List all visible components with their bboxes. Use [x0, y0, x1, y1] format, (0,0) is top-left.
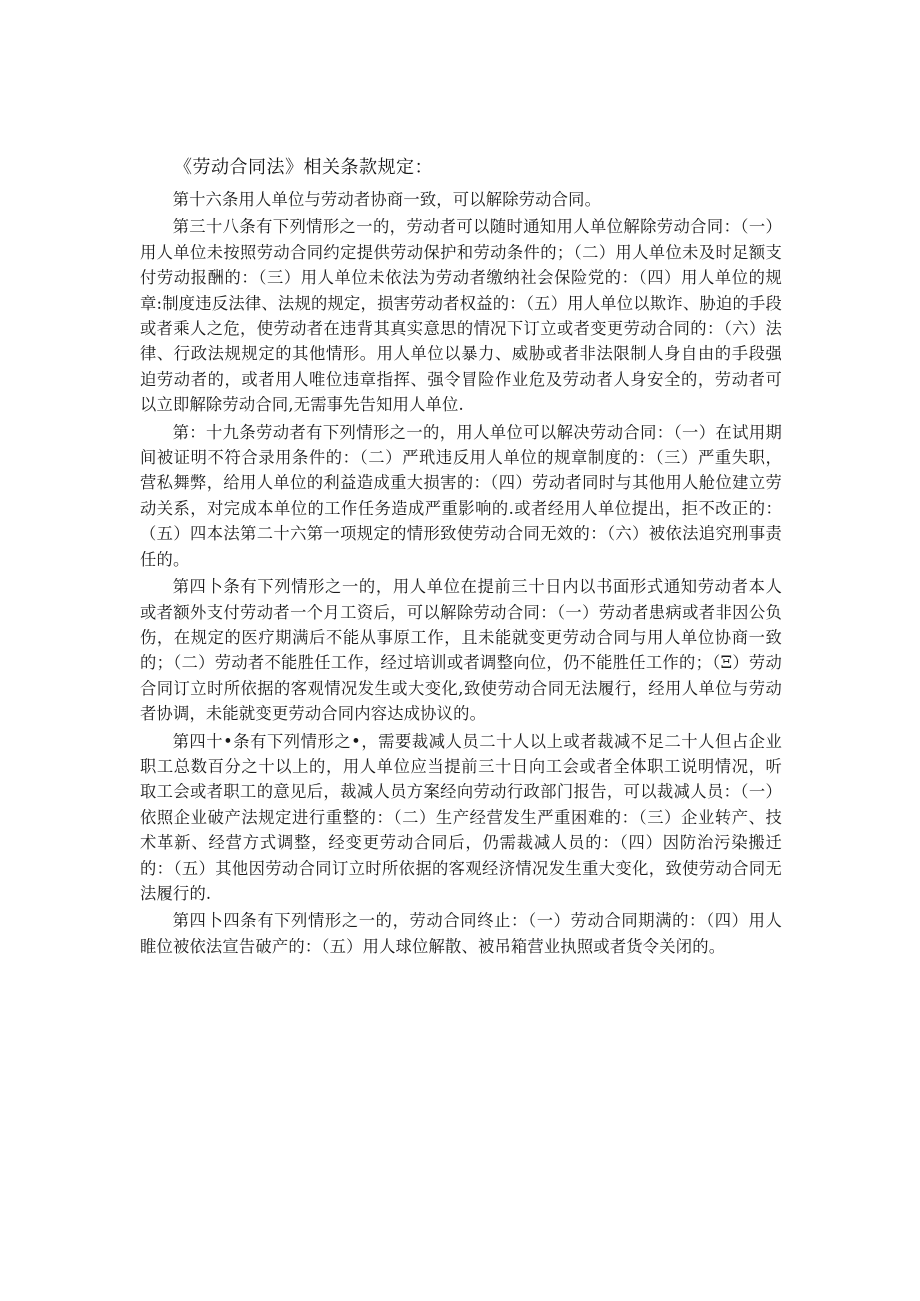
article-40-paragraph: 第四卜条有下列情形之一的，用人单位在提前三十日内以书面形式通知劳动者本人或者额外支付劳动者一个月工资后，可以解除劳动合同：（一）劳动者患病或者非因公负伤，在规定的医疗期满后不能从事原工作，且未能就变更劳动合同与用人单位协商一致的；（二）劳动者不能胜任工作，经过培训或者调整向位，仍不能胜任工作的；（Ξ）劳动合同订立时所依据的客观情况发生或大变化,致使劳动合同无法履行，经用人单位与劳动者协调，未能就变更劳动合同内容达成协议的。 — [140, 577, 782, 724]
article-41-paragraph: 第四十•条有下列情形之•，需要裁减人员二十人以上或者裁减不足二十人但占企业职工总数百分之十以上的，用人单位应当提前三十日向工会或者全体职工说明情况，听取工会或者职工的意见后，裁减人员方案经向劳动行政部门报告，可以裁减人员：（一）依照企业破产法规定进行重整的：（二）生产经营发生严重困难的：（三）企业转产、技术革新、经营方式调整，经变更劳动合同后，仍需裁减人员的：（四）因防治污染搬迁的：（五）其他因劳动合同订立时所依据的客观经济情况发生重大变化，致使劳动合同无法履行的. — [140, 731, 782, 903]
document-page — [140, 155, 782, 961]
article-44-paragraph: 第四卜四条有下列情形之一的，劳动合同终止：（一）劳动合同期满的：（四）用人睢位被依法宣告破产的：（五）用人球位解散、被吊箱营业执照或者货令关闭的。 — [140, 911, 782, 956]
article-16-paragraph: 第十六条用人单位与劳动者协商一致，可以解除劳动合同。 — [172, 190, 602, 209]
article-38-paragraph: 第三十八条有下列情形之一的，劳动者可以随时通知用人单位解除劳动合同：（一）用人单位未按照劳动合同约定提供劳动保护和劳动条件的；（二）用人单位未及时足额支付劳动报酬的：（三）用人单位未依法为劳动者缴纳社会保险党的：（四）用人单位的规章:制度违反法律、法规的规定，损害劳动者权益的：（五）用人单位以欺诈、胁迫的手段或者乘人之危，使劳动者在违背其真实意思的情况下订立或者变更劳动合同的：（六）法律、行政法规规定的其他情形。用人单位以暴力、威胁或者非法限制人身自由的手段强迫劳动者的，或者用人唯位违章指挥、强令冒险作业危及劳动者人身安全的，劳动者可以立即解除劳动合同,无需事先告知用人单位. — [140, 217, 782, 415]
article-39-paragraph: 第：十九条劳动者有下列情形之一的，用人单位可以解决劳动合同：（一）在试用期间被证明不符合录用条件的：（二）严玳违反用人单位的规章制度的：（三）严重失职，营私舞弊，给用人单位的利益造成重大损害的：（四）劳动者同时与其他用人舱位建立劳动关系，对完成本单位的工作任务造成严重影响的.或者经用人单位提出，拒不改正的：（五）四本法第二十六第一项规定的情形致使劳动合同无效的：（六）被依法追究刑事责任的。 — [140, 422, 782, 569]
document-title: 《劳动合同法》相关条款规定： — [174, 157, 433, 178]
